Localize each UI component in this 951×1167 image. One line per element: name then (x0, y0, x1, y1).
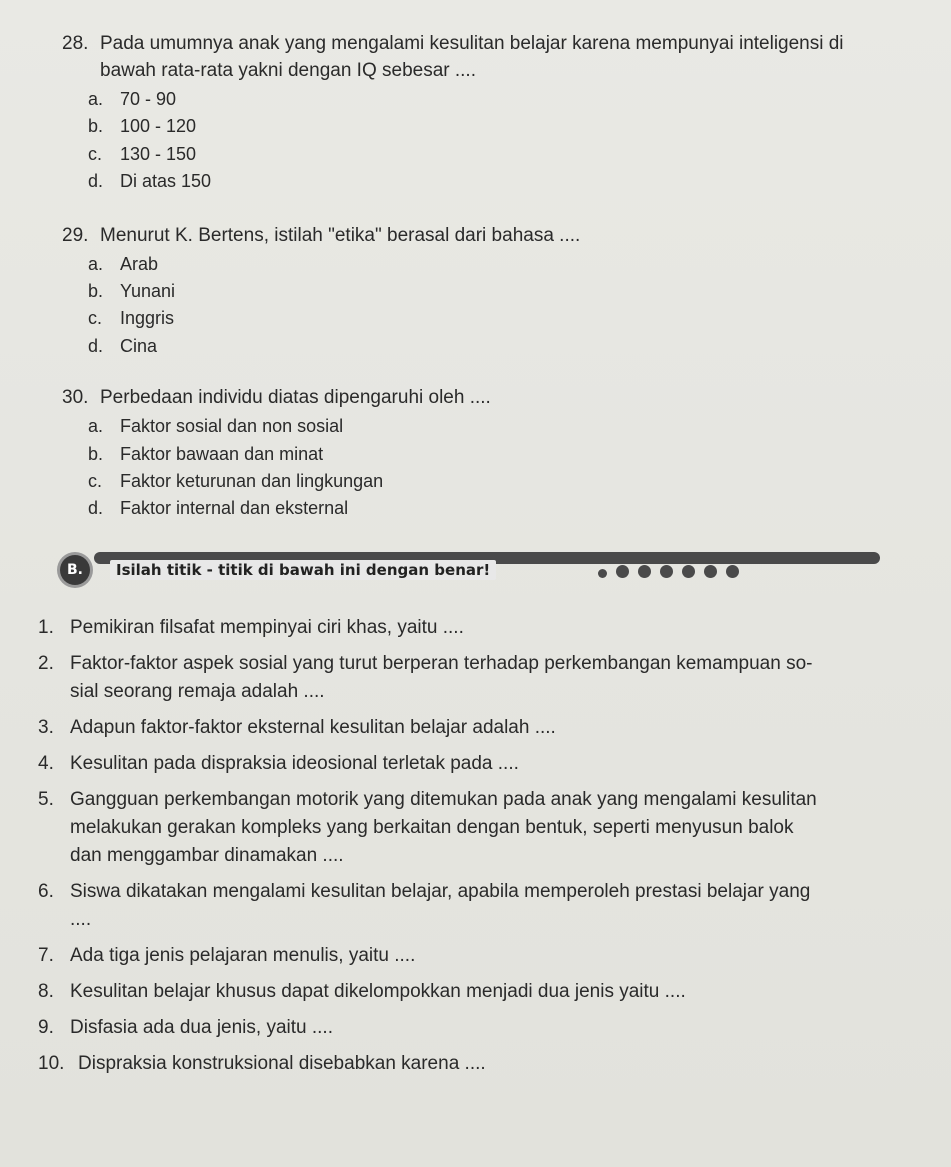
dot-icon (598, 569, 607, 578)
question-number: 1. (38, 617, 54, 638)
option-letter: a. (88, 416, 104, 437)
option-letter: d. (88, 498, 104, 519)
dot-icon (616, 565, 629, 578)
option-c[interactable] (62, 305, 922, 332)
dot-icon (726, 565, 739, 578)
question-text-cont: .... (70, 909, 92, 930)
essay-question-10 (38, 1050, 906, 1078)
option-text: Arab (120, 253, 159, 274)
question-number: 4. (38, 753, 54, 774)
question-number: 9. (38, 1017, 54, 1038)
option-text: 130 - 150 (120, 143, 197, 164)
option-a[interactable] (62, 251, 922, 278)
essay-question-3 (38, 714, 906, 742)
option-text: Inggris (120, 308, 175, 329)
section-b-banner (58, 548, 880, 590)
option-text: Faktor sosial dan non sosial (120, 416, 344, 437)
option-text: Faktor bawaan dan minat (120, 443, 324, 464)
question-number: 3. (38, 717, 54, 738)
question-number: 7. (38, 945, 54, 966)
essay-question-2 (38, 650, 906, 706)
question-text-cont: bawah rata-rata yakni dengan IQ sebesar .... (100, 60, 476, 81)
option-b[interactable] (62, 113, 922, 140)
question-text: Ada tiga jenis pelajaran menulis, yaitu .... (70, 945, 416, 966)
option-a[interactable] (62, 413, 922, 440)
option-letter: c. (88, 308, 103, 329)
section-badge: B. (60, 555, 90, 585)
question-number: 30. (62, 387, 89, 409)
question-number: 10. (38, 1053, 65, 1074)
dot-icon (704, 565, 717, 578)
essay-question-1 (38, 614, 906, 642)
option-b[interactable] (62, 278, 922, 305)
question-29 (62, 222, 922, 249)
question-text-cont: melakukan gerakan kompleks yang berkaitan dengan bentuk, seperti menyusun balok (70, 817, 794, 838)
question-28 (62, 30, 922, 84)
question-text-cont: sial seorang remaja adalah .... (70, 681, 325, 702)
option-letter: b. (88, 443, 104, 464)
question-number: 6. (38, 881, 54, 902)
question-number: 5. (38, 789, 54, 810)
question-text: Faktor-faktor aspek sosial yang turut berperan terhadap perkembangan kemampuan so- (70, 653, 813, 674)
question-number: 8. (38, 981, 54, 1002)
option-letter: a. (88, 89, 104, 109)
fill-in-section (38, 614, 906, 1086)
option-letter: a. (88, 253, 104, 274)
option-letter: c. (88, 143, 103, 164)
dot-icon (682, 565, 695, 578)
option-text: Faktor internal dan eksternal (120, 498, 349, 519)
question-text: Disfasia ada dua jenis, yaitu .... (70, 1017, 333, 1038)
essay-question-9 (38, 1014, 906, 1042)
option-d[interactable] (62, 495, 922, 522)
essay-question-8 (38, 978, 906, 1006)
options-30 (62, 413, 922, 523)
option-b[interactable] (62, 441, 922, 468)
option-d[interactable] (62, 333, 922, 360)
essay-question-5 (38, 786, 906, 870)
question-text: Pemikiran filsafat mempinyai ciri khas, yaitu .... (70, 617, 464, 638)
options-29 (62, 251, 922, 361)
option-text: Cina (120, 335, 158, 356)
decorative-dots (598, 565, 748, 583)
option-letter: b. (88, 116, 104, 137)
multiple-choice-section (62, 30, 922, 523)
option-text: Yunani (120, 281, 176, 302)
question-number: 28. (62, 33, 89, 54)
option-letter: c. (88, 471, 103, 492)
question-number: 29. (62, 224, 89, 246)
section-title: Isilah titik - titik di bawah ini dengan benar! (110, 560, 496, 580)
dot-icon (638, 565, 651, 578)
option-letter: d. (88, 335, 104, 356)
option-c[interactable] (62, 141, 922, 168)
question-number: 2. (38, 653, 54, 674)
question-30 (62, 384, 922, 411)
option-d[interactable] (62, 168, 922, 195)
question-text: Pada umumnya anak yang mengalami kesulitan belajar karena mempunyai inteligensi di (100, 33, 844, 54)
option-text: Faktor keturunan dan lingkungan (120, 471, 384, 492)
question-text: Adapun faktor-faktor eksternal kesulitan belajar adalah .... (70, 717, 556, 738)
question-text: Menurut K. Bertens, istilah "etika" berasal dari bahasa .... (100, 224, 581, 246)
question-text: Perbedaan individu diatas dipengaruhi oleh .... (100, 387, 491, 409)
option-text: 70 - 90 (120, 89, 177, 109)
question-text-cont: dan menggambar dinamakan .... (70, 845, 344, 866)
dot-icon (660, 565, 673, 578)
essay-question-6 (38, 878, 906, 934)
essay-question-7 (38, 942, 906, 970)
option-text: Di atas 150 (120, 171, 212, 192)
option-text: 100 - 120 (120, 116, 197, 137)
question-text: Dispraksia konstruksional disebabkan karena .... (78, 1053, 486, 1074)
option-letter: b. (88, 281, 104, 302)
option-letter: d. (88, 171, 104, 192)
question-text: Kesulitan pada dispraksia ideosional terletak pada .... (70, 753, 519, 774)
question-text: Siswa dikatakan mengalami kesulitan belajar, apabila memperoleh prestasi belajar yang (70, 881, 811, 902)
essay-question-4 (38, 750, 906, 778)
options-28 (62, 86, 922, 196)
option-a[interactable] (62, 86, 922, 113)
question-text: Gangguan perkembangan motorik yang ditemukan pada anak yang mengalami kesulitan (70, 789, 817, 810)
question-text: Kesulitan belajar khusus dapat dikelompokkan menjadi dua jenis yaitu .... (70, 981, 686, 1002)
option-c[interactable] (62, 468, 922, 495)
